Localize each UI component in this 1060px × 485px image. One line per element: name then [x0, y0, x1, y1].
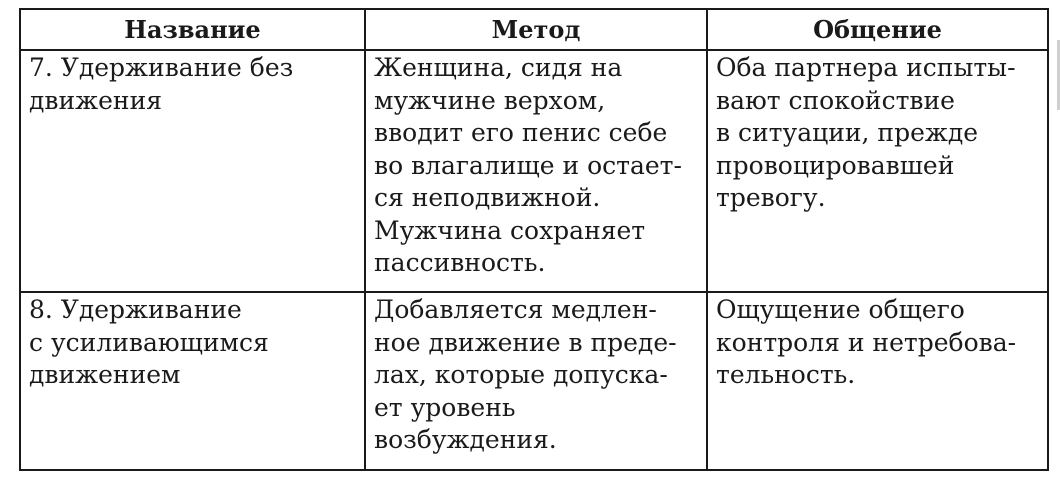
cell-line: контроля и нетребова-: [716, 327, 1017, 357]
cell-method: [365, 50, 707, 292]
cell-communication: [707, 292, 1048, 470]
cell-line: 7. Удерживание без: [29, 53, 294, 82]
cell-line: движением: [29, 360, 181, 389]
cell-line: возбуждения.: [374, 425, 557, 454]
cell-name: [20, 292, 365, 470]
cell-line: ся неподвижной.: [374, 183, 601, 212]
cell-line: лах, которые допуска-: [374, 360, 668, 389]
cell-line: ет уровень: [374, 392, 516, 422]
cell-line: вводит его пенис себе: [374, 118, 668, 147]
column-header-communication: Общение: [707, 9, 1048, 50]
table-header-row: [20, 9, 1048, 50]
cell-line: ное движение в преде-: [374, 327, 677, 357]
cell-line: тельность.: [716, 360, 856, 389]
cell-line: Добавляется медлен-: [374, 295, 657, 324]
cell-name: [20, 50, 365, 292]
cell-line: Оба партнера испыты-: [716, 53, 1016, 82]
cell-line: в ситуации, прежде: [716, 118, 979, 147]
cell-line: провоцировавшей: [716, 150, 955, 180]
column-header-name: Название: [20, 9, 365, 50]
cell-line: мужчине верхом,: [374, 85, 606, 115]
table-row: [20, 50, 1048, 292]
cell-line: вают спокойствие: [716, 85, 955, 115]
cell-line: с усиливающимся: [29, 327, 269, 357]
cell-line: 8. Удерживание: [29, 295, 242, 324]
cell-line: во влагалище и остает-: [374, 150, 682, 180]
cell-line: Женщина, сидя на: [374, 53, 623, 82]
table-row: [20, 292, 1048, 470]
column-header-method: Метод: [365, 9, 707, 50]
cell-communication: [707, 50, 1048, 292]
techniques-table: [19, 8, 1049, 471]
cell-line: Мужчина сохраняет: [374, 215, 646, 245]
cell-line: тревогу.: [716, 183, 826, 212]
cell-line: Ощущение общего: [716, 295, 965, 324]
cell-line: движения: [29, 85, 163, 115]
cell-line: пассивность.: [374, 248, 546, 277]
cell-method: [365, 292, 707, 470]
